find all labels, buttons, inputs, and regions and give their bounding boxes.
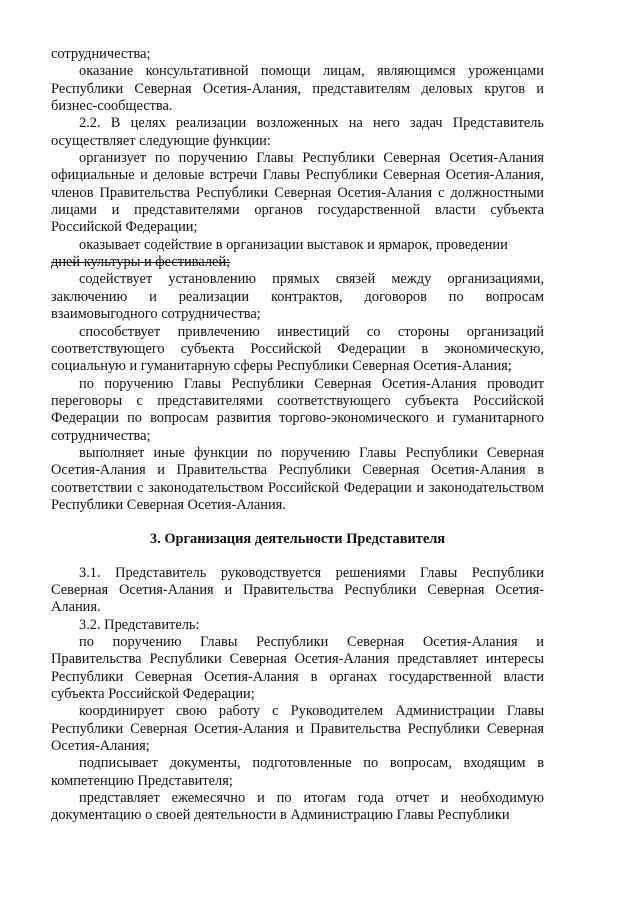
section-heading: 3. Организация деятельности Представителя	[149, 531, 446, 548]
paragraph-exhibitions-line1: оказывает содействие в организации выставок и ярмарок, проведении	[79, 236, 508, 253]
paragraph-other-functions: выполняет иные функции по поручению Главы Республики Северная Осетия-Алания и Правительства Республики Северная Осетия-Алания в соответствии с законодательством Российской Федерации и законодательством Республики Северная Осетия-Алания.	[51, 444, 544, 513]
paragraph-direct-links: содействует установлению прямых связей между организациями, заключению и реализации контрактов, договоров по вопросам взаимовыгодного сотрудничества;	[51, 271, 544, 323]
document-page	[51, 46, 544, 825]
paragraph-3-2: 3.2. Представитель:	[79, 616, 200, 633]
paragraph-coordinates-work: координирует свою работу с Руководителем Администрации Главы Республики Северная Осетия-Алания и Правительства Республики Северная Осетия-Алания;	[51, 703, 544, 755]
paragraph-signs-documents: подписывает документы, подготовленные по вопросам, входящим в компетенцию Представителя;	[51, 755, 544, 789]
paragraph-exhibitions-struck-text: дней культуры и фестивалей;	[51, 254, 231, 271]
paragraph-negotiations: по поручению Главы Республики Северная Осетия-Алания проводит переговоры с представителями соответствующего субъекта Российской Федерации по вопросам развития торгово-экономического и гуманитарного сотрудничества;	[51, 375, 544, 444]
paragraph-represents-interests: по поручению Главы Республики Северная Осетия-Алания и Правительства Республики Северная Осетия-Алания представляет интересы Республики Северная Осетия-Алания в органах государственной власти субъекта Российской Федерации;	[51, 634, 544, 703]
spacer	[51, 549, 544, 565]
paragraph-organizes-meetings: организует по поручению Главы Республики Северная Осетия-Алания официальные и деловые встречи Главы Республики Северная Осетия-Алания, членов Правительства Республики Северная Осетия-Алания с должностными лицами и представителями органов государственной власти субъекта Российской Федерации;	[51, 150, 544, 236]
paragraph-continuation: сотрудничества;	[51, 46, 151, 62]
paragraph-3-1: 3.1. Представитель руководствуется решениями Главы Республики Северная Осетия-Алания и Правительства Республики Северная Осетия-Алания.	[51, 564, 544, 616]
paragraph-consultative-help: оказание консультативной помощи лицам, являющимся уроженцами Республики Северная Осетия-Алания, представителям деловых кругов и бизнес-сообщества.	[51, 63, 544, 115]
paragraph-exhibitions	[51, 237, 544, 272]
paragraph-2-2-intro: 2.2. В целях реализации возложенных на него задач Представитель осуществляет следующие функции:	[51, 115, 544, 149]
paragraph-monthly-report: представляет ежемесячно и по итогам года отчет и необходимую документацию о своей деятельности в Администрацию Главы Республики	[51, 790, 544, 824]
spacer	[51, 514, 544, 531]
paragraph-investments: способствует привлечению инвестиций со стороны организаций соответствующего субъекта Российской Федерации в экономическую, социальную и гуманитарную сферы Республики Северная Осетия-Алания;	[51, 323, 544, 375]
